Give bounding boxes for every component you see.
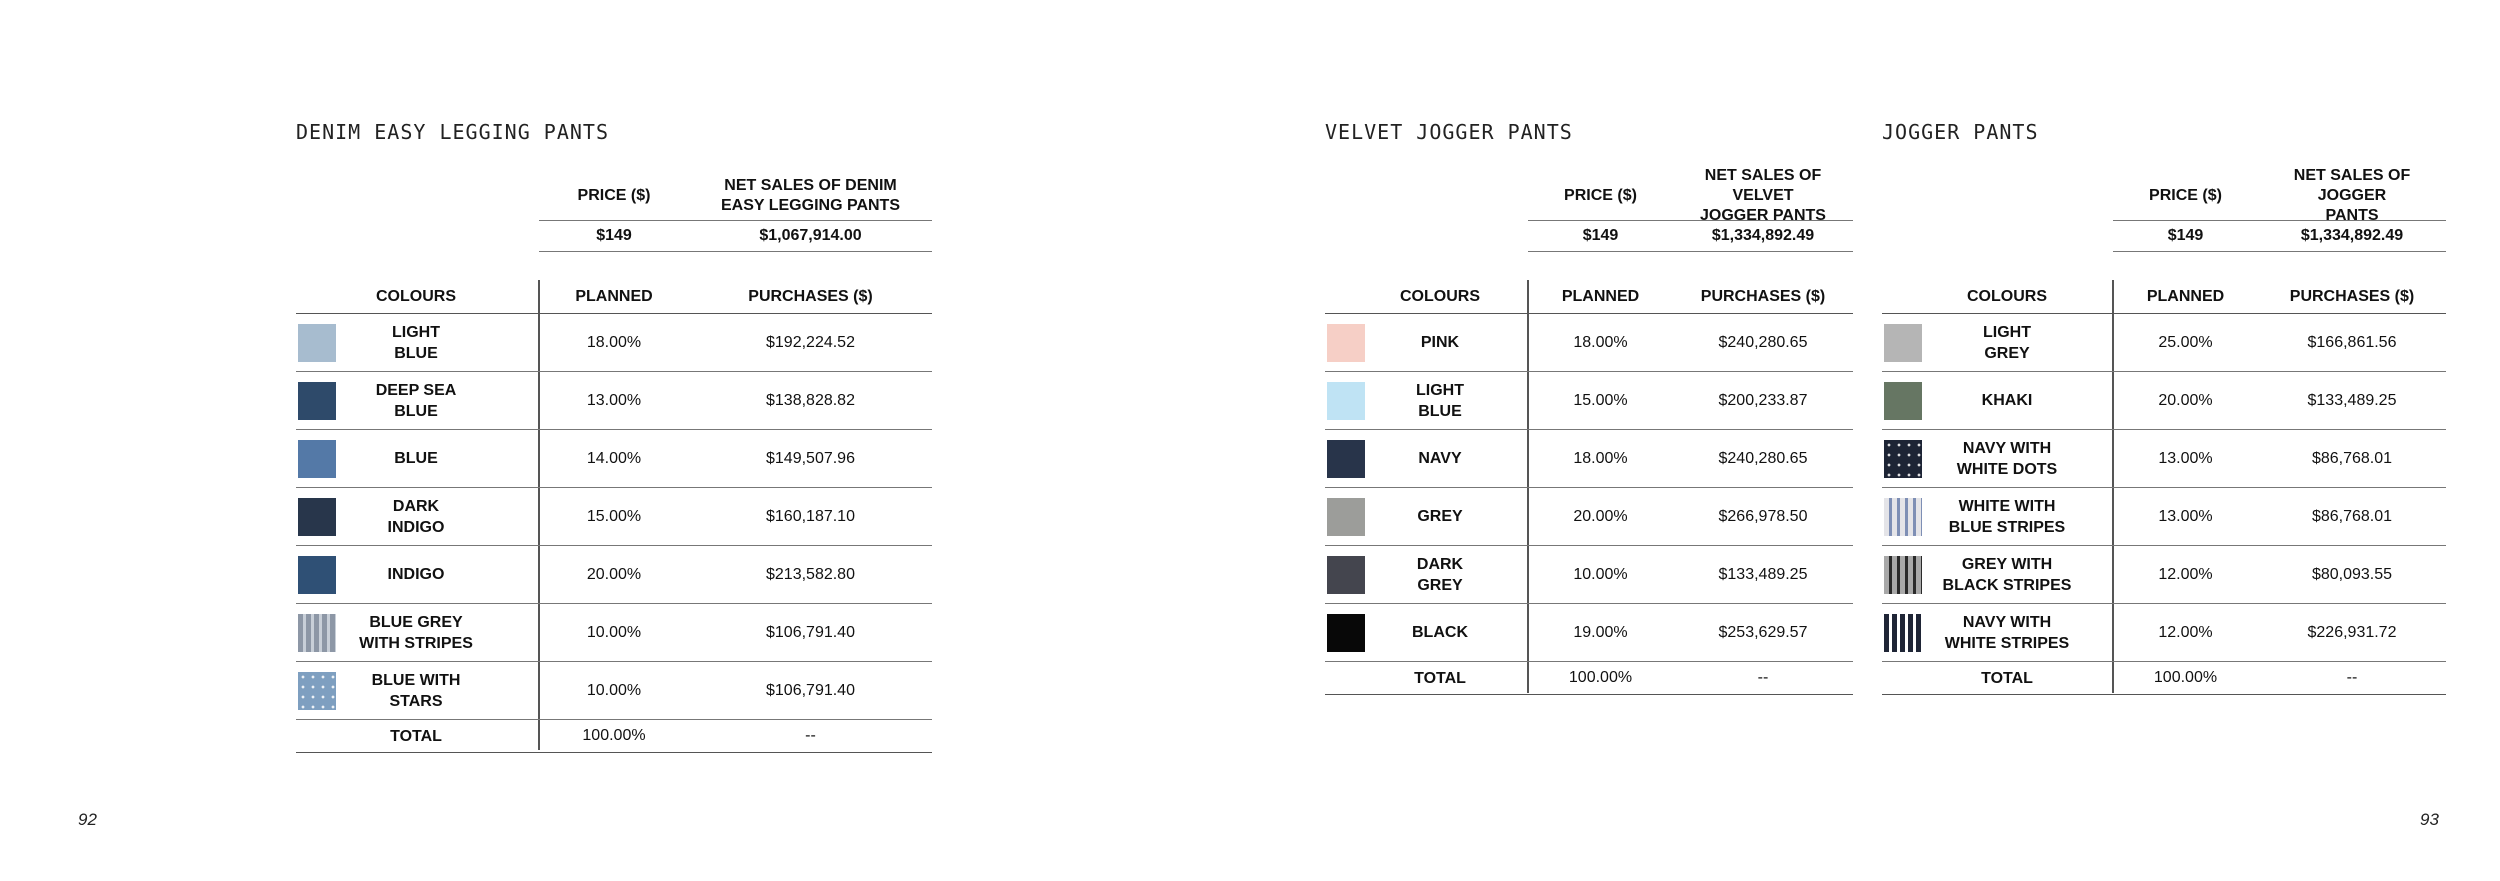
purchases-value: $160,187.10 [766,507,855,525]
colour-name [1922,546,2092,603]
purchases-header: PURCHASES ($) [1700,287,1826,305]
colour-name-line1: BLUE [394,450,438,467]
blue-swatch-icon [298,440,336,478]
dark-indigo-swatch-icon [298,498,336,536]
net-sales-label-line2: EASY LEGGING PANTS [721,197,900,214]
net-sales-label [2258,167,2446,224]
light-blue-swatch-icon [298,324,336,362]
table-row [296,314,932,372]
total-row [296,720,932,753]
colour-table [296,280,932,753]
purchases-value: $226,931.72 [2307,623,2397,641]
table-header [1882,280,2446,314]
total-planned: 100.00% [1568,669,1633,686]
table-header [296,280,932,314]
colour-name [1922,430,2092,487]
colour-name [1365,604,1515,661]
colour-name-line2: INDIGO [387,518,445,536]
price-header [296,172,932,220]
total-label: TOTAL [1414,669,1466,687]
planned-value: 10.00% [1573,565,1628,583]
purchases-value: $240,280.65 [1718,333,1808,351]
table-row [296,604,932,662]
net-sales-label-line1: NET SALES OF DENIM [724,177,897,194]
navy-white-dots-swatch-icon [1884,440,1922,478]
price-label: PRICE ($) [577,187,651,204]
colour-name-line2: BLACK STRIPES [1942,576,2072,594]
colour-name [336,314,496,371]
planned-value: 20.00% [1573,507,1628,525]
planned-value: 10.00% [586,623,642,641]
colour-name [336,546,496,603]
indigo-swatch-icon [298,556,336,594]
table-row [1882,430,2446,488]
colour-table [1325,280,1853,695]
colour-name-line1: BLUE WITH [371,671,461,689]
product-table-velvet [1325,167,1853,695]
colour-name-line1: NAVY WITH [1962,439,2052,457]
colour-name [1365,546,1515,603]
table-row [1882,488,2446,546]
net-sales-value: $1,334,892.49 [2300,227,2404,244]
planned-value: 15.00% [586,507,642,525]
blue-grey-stripes-swatch-icon [298,614,336,652]
purchases-value: $166,861.56 [2307,333,2397,351]
price-label: PRICE ($) [1564,187,1637,204]
table-body [1882,314,2446,695]
product-table-denim [296,172,932,753]
colour-name-line1: LIGHT [1983,323,2031,341]
total-row [1882,662,2446,695]
table-row [296,488,932,546]
deep-sea-blue-swatch-icon [298,382,336,420]
table-header [1325,280,1853,314]
total-purchases: -- [2346,669,2358,686]
colour-name-line1: DEEP SEA [375,381,457,399]
planned-value: 12.00% [2158,565,2213,583]
colour-name-line1: GREY [1417,508,1463,525]
colour-name-line1: KHAKI [1981,392,2033,409]
colour-name-line1: LIGHT [1416,381,1464,399]
page-number-right: 93 [2420,810,2439,829]
net-sales-value: $1,067,914.00 [759,227,862,244]
total-planned: 100.00% [2153,669,2218,686]
purchases-value: $149,507.96 [766,449,855,467]
colour-name-line2: GREY [1417,576,1463,594]
planned-value: 13.00% [2158,507,2213,525]
purchases-value: $133,489.25 [1718,565,1808,583]
colour-name-line2: BLUE [1418,402,1462,420]
table-body [1325,314,1853,695]
khaki-swatch-icon [1884,382,1922,420]
colour-name-line2: WITH STRIPES [359,634,473,652]
navy-white-stripes-swatch-icon [1884,614,1922,652]
net-sales-label-line2: JOGGER PANTS [1700,207,1826,224]
colour-name [336,488,496,545]
colour-name-line2: WHITE STRIPES [1944,634,2070,652]
dark-grey-swatch-icon [1327,556,1365,594]
table-row [1325,488,1853,546]
purchases-value: $106,791.40 [766,623,855,641]
table-body [296,314,932,753]
purchases-value: $253,629.57 [1718,623,1808,641]
colour-name [1922,314,2092,371]
section-title: JOGGER PANTS [1882,120,2039,144]
colour-name-line2: STARS [389,692,443,710]
planned-value: 14.00% [586,449,642,467]
planned-value: 13.00% [2158,449,2213,467]
purchases-value: $213,582.80 [766,565,855,583]
page-number-left: 92 [78,810,97,829]
purchases-value: $192,224.52 [766,333,855,351]
planned-header: PLANNED [2146,287,2225,305]
colour-name-line2: GREY [1984,344,2030,362]
purchases-value: $80,093.55 [2311,565,2393,583]
planned-header: PLANNED [575,287,653,305]
colour-name-line1: NAVY WITH [1962,613,2052,631]
table-row [296,430,932,488]
planned-value: 15.00% [1573,391,1628,409]
colour-name [1922,372,2092,429]
purchases-header: PURCHASES ($) [748,287,873,305]
net-sales-label-line1: NET SALES OF JOGGER [2293,167,2411,204]
price-header [1325,167,1853,224]
price-value: $149 [596,227,632,244]
total-label: TOTAL [1981,669,2033,687]
net-sales-value: $1,334,892.49 [1711,227,1815,244]
planned-value: 18.00% [1573,449,1628,467]
blue-stars-swatch-icon [298,672,336,710]
section-title: DENIM EASY LEGGING PANTS [296,120,609,144]
table-row [1325,372,1853,430]
net-sales-label [689,172,932,220]
purchases-value: $266,978.50 [1718,507,1808,525]
table-row [1882,604,2446,662]
colour-name-line1: DARK [1416,555,1464,573]
planned-value: 25.00% [2158,333,2213,351]
colour-name [1365,430,1515,487]
purchases-value: $86,768.01 [2311,507,2393,525]
colour-name [336,604,496,661]
purchases-value: $106,791.40 [766,681,855,699]
net-sales-label-line1: NET SALES OF VELVET [1704,167,1822,204]
purchases-value: $200,233.87 [1718,391,1808,409]
navy-swatch-icon [1327,440,1365,478]
price-header [1882,167,2446,224]
total-purchases: -- [1757,669,1769,686]
colour-name [1365,314,1515,371]
table-row [1882,314,2446,372]
grey-swatch-icon [1327,498,1365,536]
colour-name-line2: WHITE DOTS [1956,460,2058,478]
price-values [539,220,932,252]
colours-header: COLOURS [376,287,456,305]
planned-value: 13.00% [586,391,642,409]
section-title: VELVET JOGGER PANTS [1325,120,1573,144]
table-row [1882,372,2446,430]
purchases-value: $86,768.01 [2311,449,2393,467]
colour-name-line2: BLUE STRIPES [1948,518,2066,536]
net-sales-label-line2: PANTS [2325,207,2379,224]
price-value: $149 [1582,227,1619,244]
light-grey-swatch-icon [1884,324,1922,362]
colour-name-line1: LIGHT [392,323,440,341]
table-row [296,662,932,720]
price-label: PRICE ($) [2149,187,2222,204]
planned-value: 18.00% [1573,333,1628,351]
planned-header: PLANNED [1561,287,1640,305]
colour-name-line1: BLACK [1412,624,1468,641]
planned-value: 18.00% [586,333,642,351]
price-value: $149 [2167,227,2204,244]
planned-value: 20.00% [586,565,642,583]
colour-name [1365,488,1515,545]
total-row [1325,662,1853,695]
colour-name-line1: INDIGO [387,566,445,583]
net-sales-label [1673,167,1853,224]
colour-name [336,430,496,487]
purchases-value: $138,828.82 [766,391,855,409]
colour-name-line1: NAVY [1418,450,1462,467]
colour-name [1365,372,1515,429]
colour-name-line2: BLUE [394,344,438,362]
colour-name-line1: PINK [1420,334,1460,351]
purchases-value: $133,489.25 [2307,391,2397,409]
planned-value: 19.00% [1573,623,1628,641]
colour-name-line2: BLUE [394,402,438,420]
table-row [296,546,932,604]
colour-name [1922,488,2092,545]
total-planned: 100.00% [582,727,646,744]
colour-name-line1: DARK [392,497,440,515]
table-row [296,372,932,430]
total-purchases: -- [805,727,816,744]
table-row [1325,604,1853,662]
black-swatch-icon [1327,614,1365,652]
colour-name [1922,604,2092,661]
colour-name-line1: GREY WITH [1961,555,2053,573]
colour-name-line1: WHITE WITH [1958,497,2056,515]
purchases-header: PURCHASES ($) [2289,287,2415,305]
light-blue-swatch-icon [1327,382,1365,420]
planned-value: 20.00% [2158,391,2213,409]
price-values [1528,220,1853,252]
table-row [1325,430,1853,488]
planned-value: 10.00% [586,681,642,699]
white-blue-stripes-swatch-icon [1884,498,1922,536]
product-table-jogger [1882,167,2446,695]
colours-header: COLOURS [1967,287,2047,305]
total-label: TOTAL [390,727,442,745]
grey-black-stripes-swatch-icon [1884,556,1922,594]
planned-value: 12.00% [2158,623,2213,641]
colour-name-line1: BLUE GREY [369,613,463,631]
purchases-value: $240,280.65 [1718,449,1808,467]
table-row [1325,546,1853,604]
table-row [1325,314,1853,372]
pink-swatch-icon [1327,324,1365,362]
table-row [1882,546,2446,604]
colour-name [336,372,496,429]
price-values [2113,220,2446,252]
colour-table [1882,280,2446,695]
colours-header: COLOURS [1400,287,1480,305]
colour-name [336,662,496,719]
